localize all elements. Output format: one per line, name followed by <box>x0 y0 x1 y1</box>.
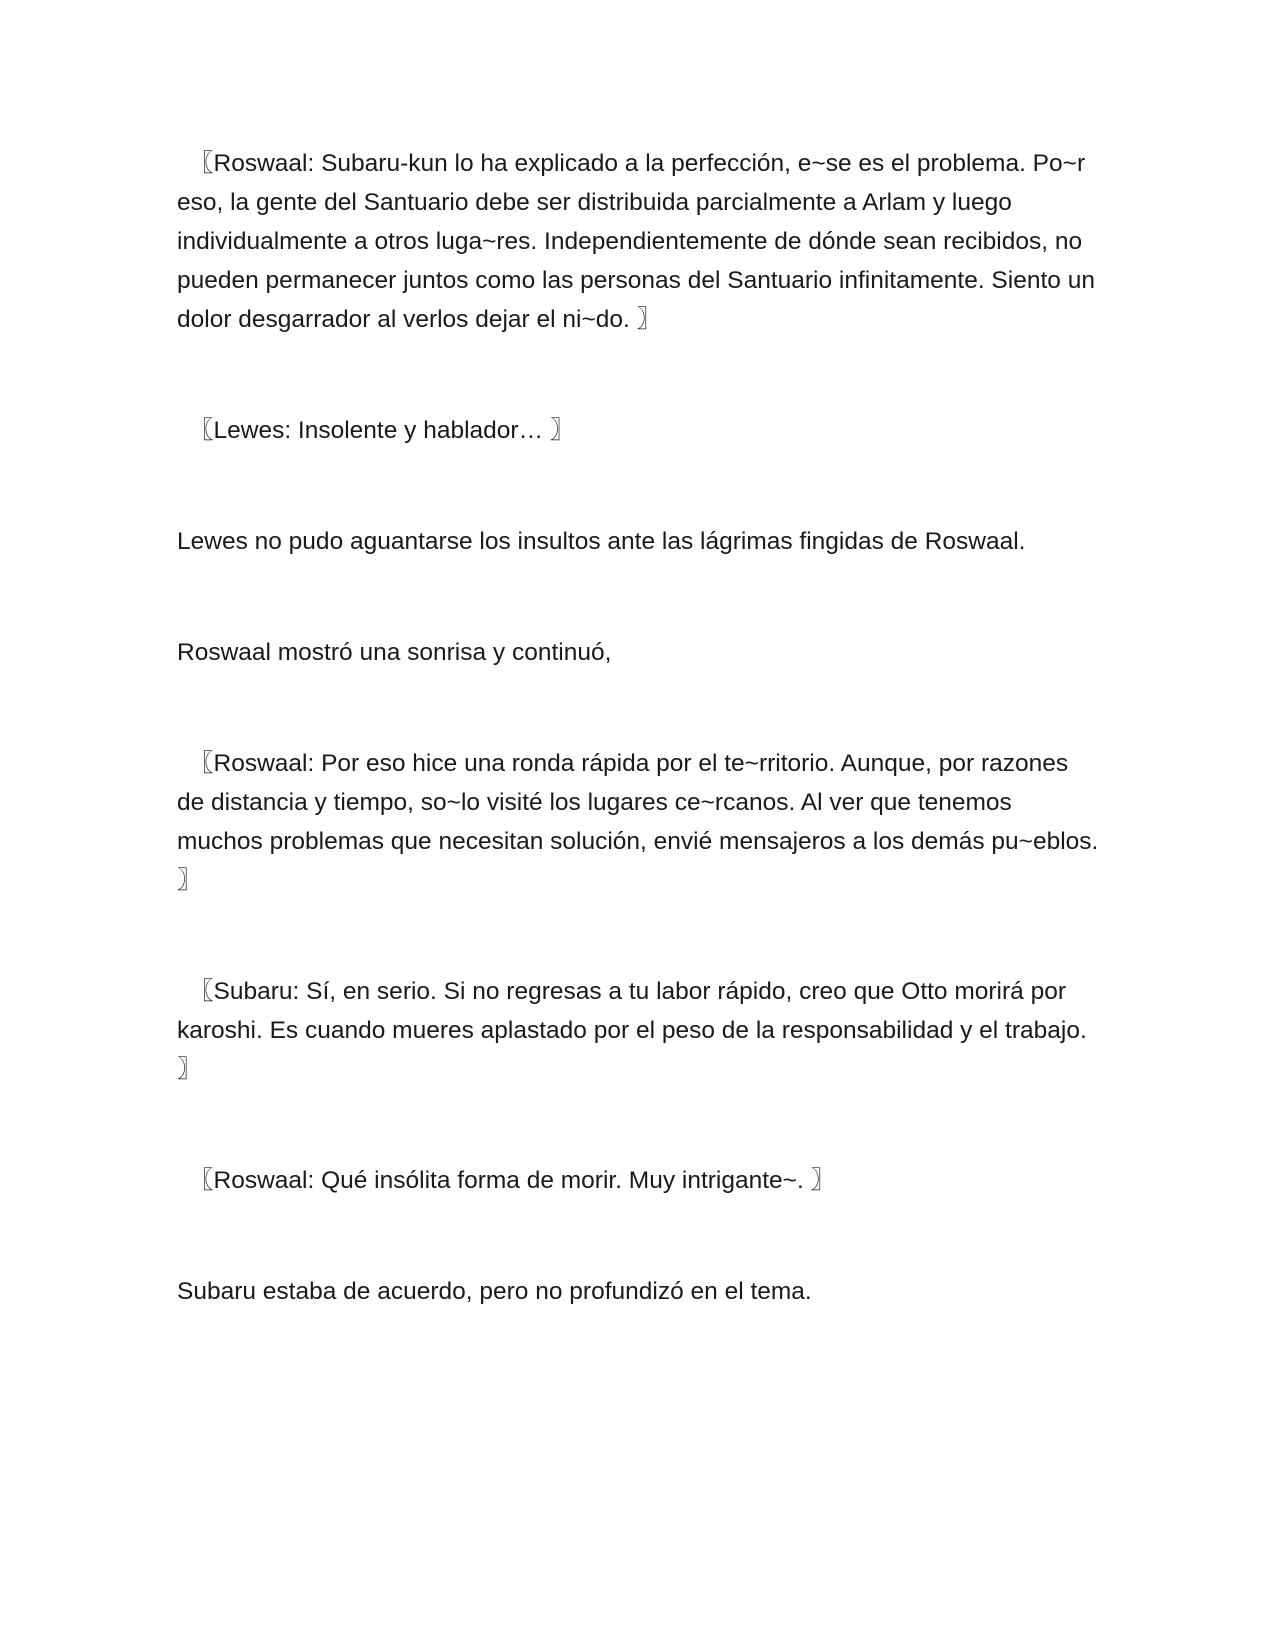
dialogue-paragraph: 〖Roswaal: Subaru-kun lo ha explicado a la perfección, e~se es el problema. Po~r eso, la gente del Santuario debe ser distribuida parcialmente a Arlam y luego individualmente a otros luga~res. Independientemente de dónde sean recibidos, no pueden permanecer juntos como las personas del Santuario infinitamente. Siento un dolor desgarrador al verlos dejar el ni~do. 〗 <box>177 150 1095 333</box>
paragraph-spacer <box>177 339 1102 411</box>
document-body <box>177 144 1102 1311</box>
dialogue-paragraph: 〖Roswaal: Por eso hice una ronda rápida por el te~rritorio. Aunque, por razones de distancia y tiempo, so~lo visité los lugares ce~rcanos. Al ver que tenemos muchos problemas que necesitan solución, envié mensajeros a los demás pu~eblos. 〗 <box>177 750 1099 894</box>
dialogue-paragraph: 〖Roswaal: Qué insólita forma de morir. Muy intrigante~. 〗 <box>189 1167 836 1194</box>
dialogue-paragraph: 〖Lewes: Insolente y hablador… 〗 <box>189 417 575 444</box>
paragraph-spacer <box>177 1089 1102 1161</box>
dialogue-paragraph: 〖Subaru: Sí, en serio. Si no regresas a tu labor rápido, creo que Otto morirá por karoshi. Es cuando mueres aplastado por el peso de la responsabilidad y el trabajo. 〗 <box>177 978 1087 1083</box>
narration-paragraph: Lewes no pudo aguantarse los insultos ante las lágrimas fingidas de Roswaal. <box>177 528 1026 555</box>
paragraph-spacer <box>177 1200 1102 1272</box>
narration-paragraph: Subaru estaba de acuerdo, pero no profundizó en el tema. <box>177 1278 812 1305</box>
narration-paragraph: Roswaal mostró una sonrisa y continuó, <box>177 639 612 666</box>
paragraph-spacer <box>177 450 1102 522</box>
paragraph-spacer <box>177 900 1102 972</box>
paragraph-spacer <box>177 672 1102 744</box>
paragraph-spacer <box>177 561 1102 633</box>
